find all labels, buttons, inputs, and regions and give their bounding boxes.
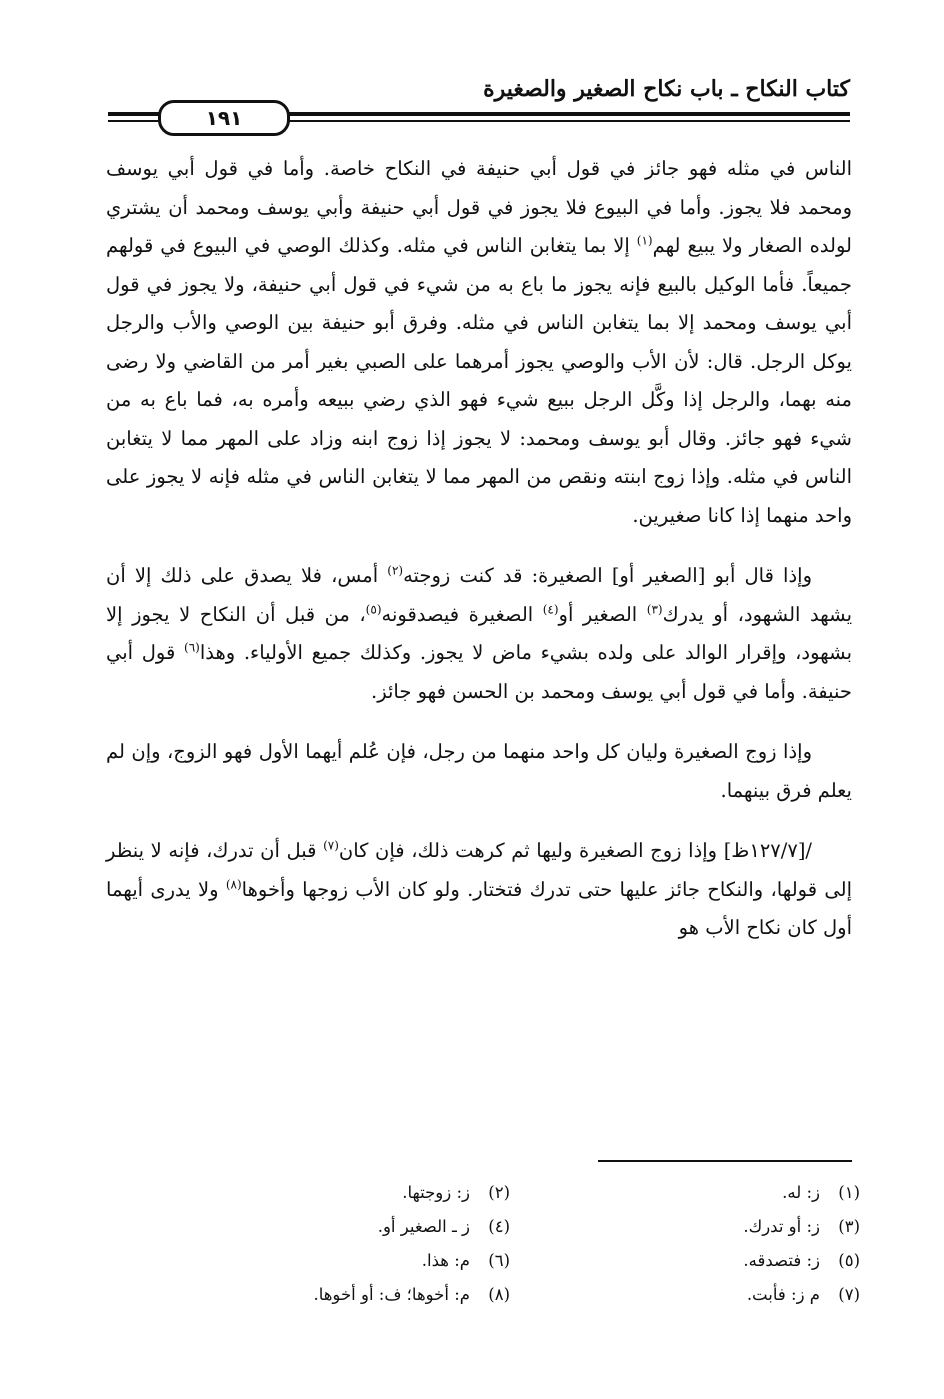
footnote-ref: (٨) [225,877,242,891]
text-run: الصغيرة فيصدقونه [381,602,543,626]
paragraph [106,150,852,535]
paragraph [106,557,852,711]
page-number: ١٩١ [158,100,290,136]
footnote-text: ز ـ الصغير أو. [377,1217,470,1236]
footnote-row [160,1210,860,1244]
footnote-number: (٣) [838,1217,860,1236]
footnote-text: م ز: فأبت. [746,1285,820,1304]
footnote [510,1210,860,1244]
footnote [160,1244,510,1278]
footnote [160,1278,510,1312]
footnote-row [160,1176,860,1210]
footnote-row [160,1244,860,1278]
text-run: الناس في مثله فهو جائز في قول أبي حنيفة في النكاح خاصة. وأما في قول أبي يوسف ومحمد فلا يجوز. وأما في البيوع فلا يجوز في قول أبي حنيفة وأبي يوسف ومحمد أن يشتري لولده الصغار ولا يبيع لهم [106,157,852,257]
text-run: قبل أن تدرك، فإنه لا ينظر إلى قولها، والنكاح جائز عليها حتى تدرك فتختار. ولو كان الأب زوجها وأخوها [106,839,852,901]
text-run: قول أبي حنيفة. وأما في قول أبي يوسف ومحمد بن الحسن فهو جائز. [106,641,852,703]
footnote-text: ز: له. [782,1183,820,1202]
footnote-number: (١) [838,1183,860,1202]
footnote-row [160,1278,860,1312]
footnote-ref: (٥) [365,602,382,616]
footnote-ref: (٧) [323,838,339,853]
text-run: وإذا قال أبو [الصغير أو] الصغيرة: قد كنت زوجته [403,564,812,587]
footnote-number: (٤) [488,1217,510,1236]
footnote [510,1278,860,1312]
footnote-ref: (٦) [184,640,200,655]
text-run: وإذا زوج الصغيرة وليان كل واحد منهما من رجل، فإن عُلم أيهما الأول فهو الزوج، وإن لم يعلم فرق بينهما. [106,740,852,802]
footnote-ref: (٣) [646,602,663,616]
footnote-text: م: هذا. [421,1251,470,1270]
footnote [160,1176,510,1210]
footnote-text: ز: فتصدقه. [743,1251,820,1270]
footnote-number: (٢) [488,1183,510,1202]
main-text [106,150,852,948]
footnote-ref: (٤) [542,602,559,616]
footnote-number: (٦) [488,1251,510,1270]
page-header [108,60,850,130]
footnotes [160,1176,860,1312]
footnote-number: (٥) [838,1251,860,1270]
footnote-number: (٨) [488,1285,510,1304]
footnote [160,1210,510,1244]
text-run: ولا يدرى أيهما أول كان نكاح الأب هو [106,877,852,939]
footnote-text: م: أخوها؛ ف: أو أخوها. [313,1285,470,1304]
footnote-ref: (١) [636,233,653,248]
text-run: ، من قبل أن النكاح لا يجوز إلا بشهود، وإقرار الوالد على ولده بشيء ماض لا يجوز. وكذلك جميع الأولياء. وهذا [106,602,852,664]
paragraph [106,733,852,810]
footnote-ref: (٢) [387,563,404,578]
text-run: إلا بما يتغابن الناس في مثله. وكذلك الوصي في البيوع في قولهم جميعاً. فأما الوكيل بالبيع فإنه يجوز ما باع به من شيء في قول أبي حنيفة، ولا يجوز في قول أبي يوسف ومحمد إلا بما يتغابن الناس في مثله. وفرق أبو حنيفة بين الوصي والأب والرجل يوكل الرجل. قال: لأن الأب والوصي يجوز أمرهما على الصبي بغير أمر من القاضي ولا رضى منه بهما، والرجل إذا وكَّل الرجل ببيع شيء فهو الذي رضي ببيعه وأمره به، فما باع به من شيء فهو جائز. وقال أبو يوسف ومحمد: لا يجوز إذا زوج ابنه وزاد على المهر مما لا يتغابن الناس في مثله. وإذا زوج ابنته ونقص من المهر مما لا يتغابن الناس في مثله فإنه لا يجوز على واحد منهما إذا كانا صغيرين. [106,234,852,527]
footnote-number: (٧) [838,1285,860,1304]
running-title: كتاب النكاح ـ باب نكاح الصغير والصغيرة [483,76,850,102]
footnote-separator [598,1160,852,1162]
footnote [510,1244,860,1278]
footnote [510,1176,860,1210]
text-run: أمس، فلا يصدق على ذلك إلا أن يشهد الشهود، أو يدرك [106,564,852,626]
paragraph [106,832,852,948]
footnote-text: ز: أو تدرك. [743,1217,820,1236]
text-run: /[١٢٧/٧ظ] وإذا زوج الصغيرة وليها ثم كرهت ذلك، فإن كان [338,839,812,862]
text-run: الصغير أو [558,602,647,626]
footnote-text: ز: زوجتها. [402,1183,470,1202]
